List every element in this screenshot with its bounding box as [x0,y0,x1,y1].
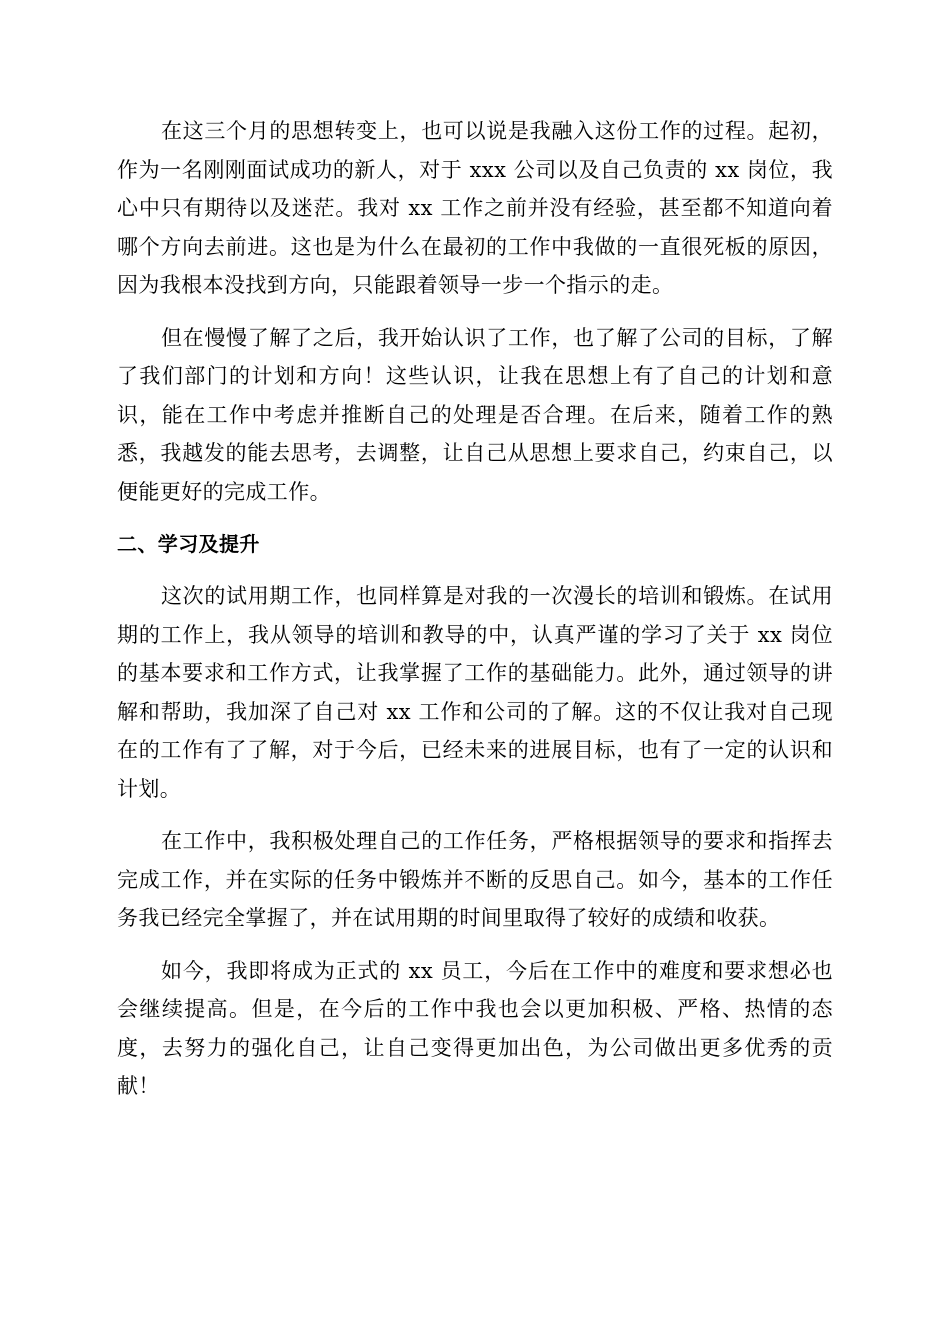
paragraph-probation-training: 这次的试用期工作，也同样算是对我的一次漫长的培训和锻炼。在试用期的工作上，我从领导的培训和教导的中，认真严谨的学习了关于 xx 岗位的基本要求和工作方式，让我掌握了工作的基础能力。此外，通过领导的讲解和帮助，我加深了自己对 xx 工作和公司的了解。这的不仅让我对自己现在的工作有了了解，对于今后，已经未来的进展目标，也有了一定的认识和计划。 [117,584,833,801]
paragraph-future-goals: 如今，我即将成为正式的 xx 员工，今后在工作中的难度和要求想必也会继续提高。但是，在今后的工作中我也会以更加积极、严格、热情的态度，去努力的强化自己，让自己变得更加出色，为公司做出更多优秀的贡献！ [117,958,833,1098]
document-body [117,112,833,1106]
paragraph-work-tasks: 在工作中，我积极处理自己的工作任务，严格根据领导的要求和指挥去完成工作，并在实际的任务中锻炼并不断的反思自己。如今，基本的工作任务我已经完全掌握了，并在试用期的时间里取得了较好的成绩和收获。 [117,829,833,930]
paragraph-thought-change: 在这三个月的思想转变上，也可以说是我融入这份工作的过程。起初，作为一名刚刚面试成功的新人，对于 xxx 公司以及自己负责的 xx 岗位，我心中只有期待以及迷茫。我对 xx 工作之前并没有经验，甚至都不知道向着哪个方向去前进。这也是为什么在最初的工作中我做的一直很死板的原因，因为我根本没找到方向，只能跟着领导一步一个指示的走。 [117,119,833,297]
paragraph-understanding-work: 但在慢慢了解了之后，我开始认识了工作，也了解了公司的目标，了解了我们部门的计划和方向！这些认识，让我在思想上有了自己的计划和意识，能在工作中考虑并推断自己的处理是否合理。在后来，随着工作的熟悉，我越发的能去思考，去调整，让自己从思想上要求自己，约束自己，以便能更好的完成工作。 [117,325,833,504]
section-heading-study: 二、学习及提升 [117,532,260,556]
